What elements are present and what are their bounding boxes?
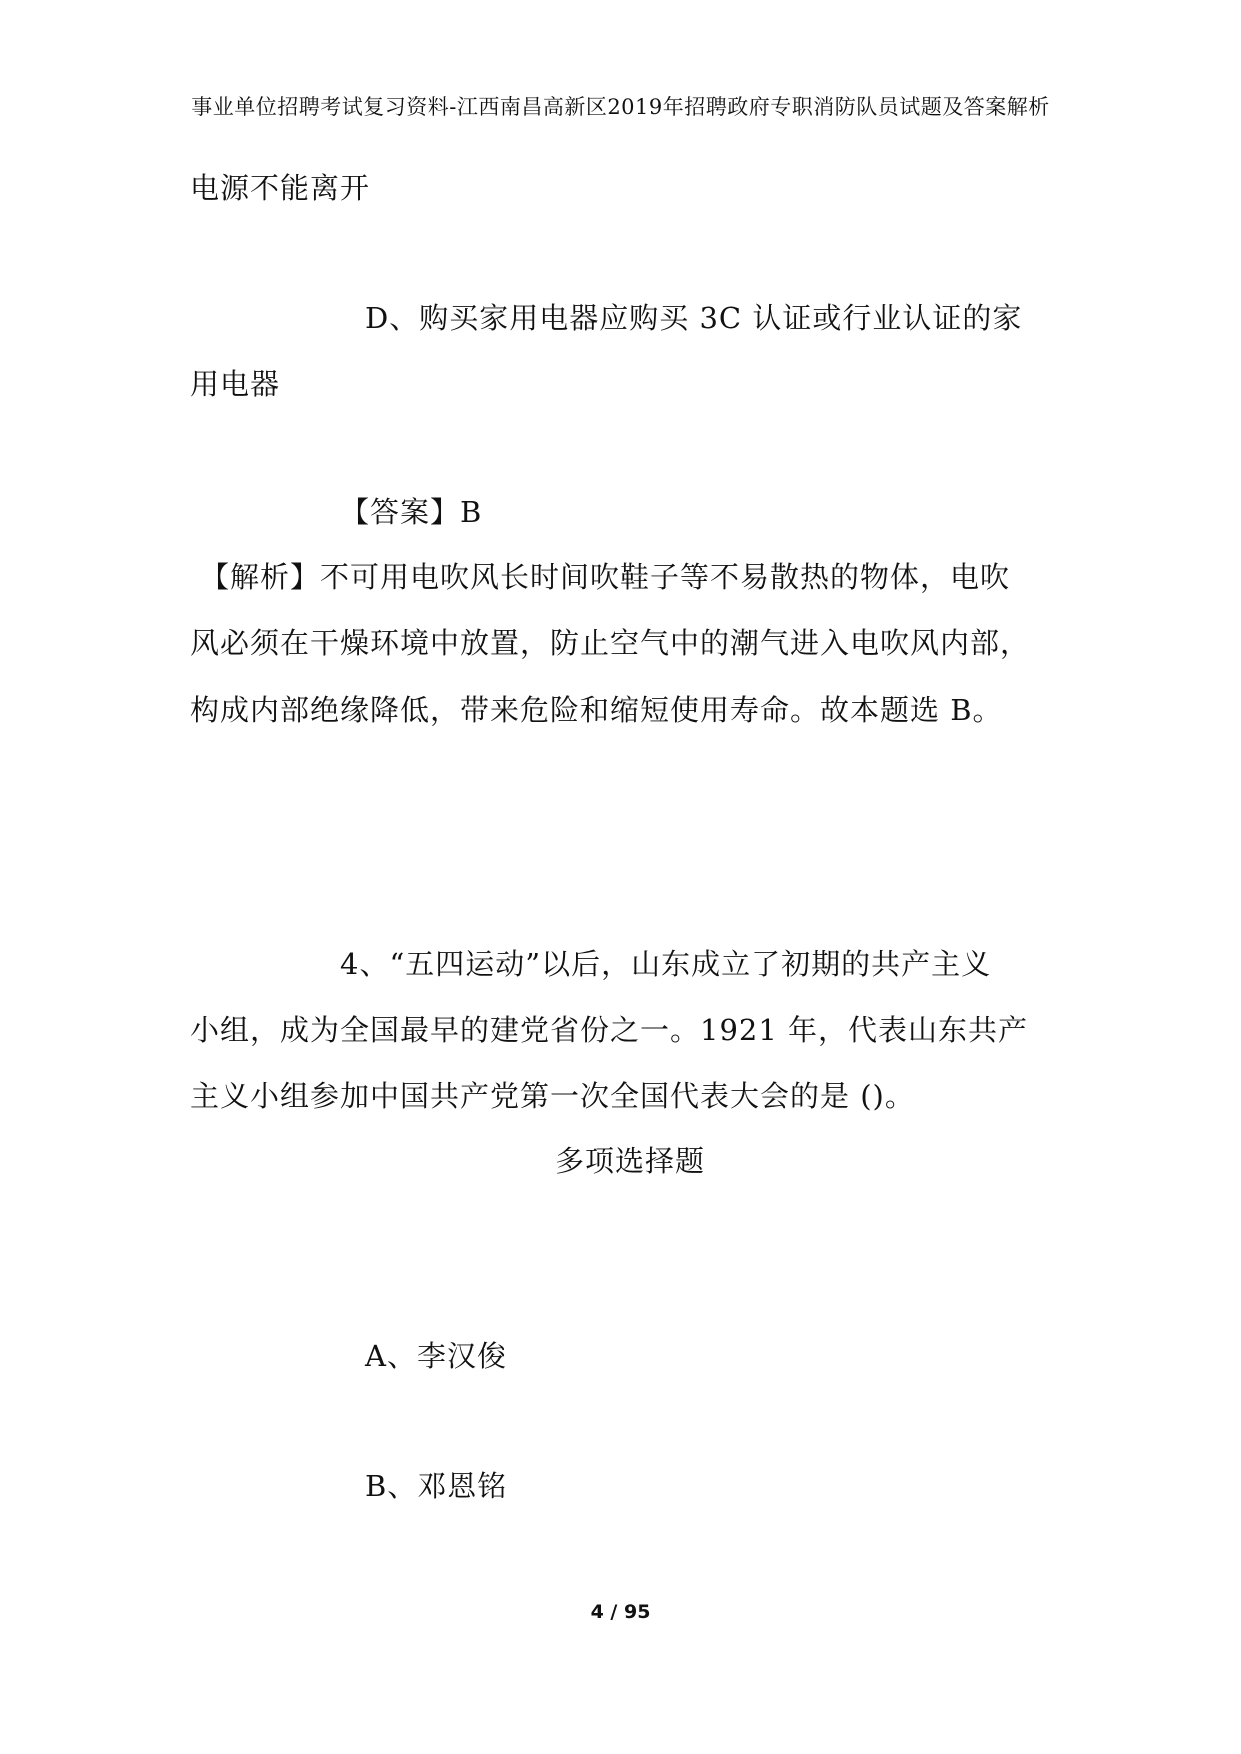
question-type-label: 多项选择题 — [554, 1144, 705, 1178]
option-d-line-1: D、购买家用电器应购买 3C 认证或行业认证的家 — [365, 301, 1023, 335]
question-line-1: 4、“五四运动”以后，山东成立了初期的共产主义 — [340, 947, 992, 981]
question-line-3: 主义小组参加中国共产党第一次全国代表大会的是 ()。 — [190, 1079, 915, 1113]
text-line: 电源不能离开 — [190, 171, 371, 205]
page-number: 4 / 95 — [590, 1601, 651, 1623]
analysis-line-1: 【解析】不可用电吹风长时间吹鞋子等不易散热的物体，电吹 — [200, 560, 1011, 594]
option-d-line-2: 用电器 — [190, 367, 281, 401]
option-b-line: B、邓恩铭 — [365, 1469, 508, 1503]
option-a-line: A、李汉俊 — [365, 1339, 507, 1373]
analysis-line-2: 风必须在干燥环境中放置，防止空气中的潮气进入电吹风内部， — [190, 626, 1031, 660]
analysis-line-3: 构成内部绝缘降低，带来危险和缩短使用寿命。故本题选 B。 — [190, 693, 1003, 727]
answer-line: 【答案】B — [340, 495, 483, 529]
question-line-2: 小组，成为全国最早的建党省份之一。1921 年，代表山东共产 — [190, 1013, 1029, 1047]
page-header-title: 事业单位招聘考试复习资料-江西南昌高新区2019年招聘政府专职消防队员试题及答案解析 — [191, 95, 1050, 119]
